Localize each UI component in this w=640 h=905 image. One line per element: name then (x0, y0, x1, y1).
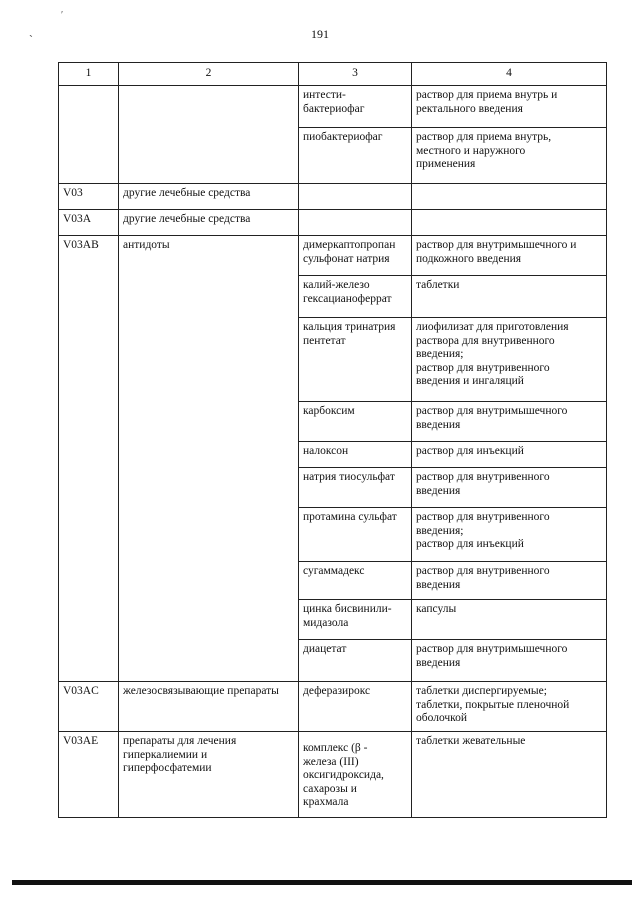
code-cell: V03AB (59, 236, 119, 682)
drug-table (58, 62, 607, 818)
drug-name-cell: комплекс (β - железа (III) оксигидроксида, сахарозы и крахмала (299, 732, 412, 818)
scan-mark: ′ (61, 10, 64, 21)
dosage-form-cell (412, 210, 607, 236)
dosage-form-cell (412, 184, 607, 210)
header-cell: 2 (119, 63, 299, 86)
drug-name-cell: кальция тринатрия пентетат (299, 318, 412, 402)
code-cell: V03AE (59, 732, 119, 818)
drug-name-cell: диацетат (299, 640, 412, 682)
dosage-form-cell: капсулы (412, 600, 607, 640)
drug-name-cell: налоксон (299, 442, 412, 468)
dosage-form-cell: раствор для инъекций (412, 442, 607, 468)
dosage-form-cell: раствор для внутривенного введения (412, 562, 607, 600)
dosage-form-cell: раствор для внутривенного введения; раствор для инъекций (412, 508, 607, 562)
header-cell: 4 (412, 63, 607, 86)
table-header-row (59, 63, 607, 86)
group-cell (119, 86, 299, 184)
code-cell (59, 86, 119, 184)
drug-name-cell: интести- бактериофаг (299, 86, 412, 128)
drug-name-cell: цинка бисвинили- мидазола (299, 600, 412, 640)
drug-name-cell: протамина сульфат (299, 508, 412, 562)
group-cell: препараты для лечения гиперкалиемии и гиперфосфатемии (119, 732, 299, 818)
group-cell: другие лечебные средства (119, 210, 299, 236)
drug-name-cell: деферазирокс (299, 682, 412, 732)
table-row (59, 236, 607, 276)
code-cell: V03 (59, 184, 119, 210)
drug-name-cell: натрия тиосульфат (299, 468, 412, 508)
drug-name-cell: пиобактериофаг (299, 128, 412, 184)
drug-name-cell (299, 184, 412, 210)
dosage-form-cell: раствор для внутримышечного введения (412, 640, 607, 682)
dosage-form-cell: таблетки жевательные (412, 732, 607, 818)
drug-name-cell (299, 210, 412, 236)
scan-mark: ˴ (29, 27, 33, 41)
table-row (59, 86, 607, 128)
table-row (59, 732, 607, 818)
code-cell: V03AC (59, 682, 119, 732)
table-row (59, 184, 607, 210)
group-cell: антидоты (119, 236, 299, 682)
dosage-form-cell: таблетки диспергируемые; таблетки, покрытые пленочной оболочкой (412, 682, 607, 732)
dosage-form-cell: раствор для приема внутрь и ректального введения (412, 86, 607, 128)
drug-name-cell: калий-железо гексацианоферрат (299, 276, 412, 318)
table-row (59, 210, 607, 236)
group-cell: железосвязывающие препараты (119, 682, 299, 732)
dosage-form-cell: раствор для внутривенного введения (412, 468, 607, 508)
group-cell: другие лечебные средства (119, 184, 299, 210)
code-cell: V03A (59, 210, 119, 236)
drug-name-cell: карбоксим (299, 402, 412, 442)
page-number: 191 (311, 27, 329, 41)
drug-name-cell: димеркаптопропан сульфонат натрия (299, 236, 412, 276)
dosage-form-cell: раствор для внутримышечного введения (412, 402, 607, 442)
footer-rule (12, 880, 632, 885)
table-row (59, 682, 607, 732)
dosage-form-cell: таблетки (412, 276, 607, 318)
dosage-form-cell: раствор для приема внутрь, местного и наружного применения (412, 128, 607, 184)
dosage-form-cell: лиофилизат для приготовления раствора для внутривенного введения; раствор для внутривенного введения и ингаляций (412, 318, 607, 402)
header-cell: 3 (299, 63, 412, 86)
dosage-form-cell: раствор для внутримышечного и подкожного введения (412, 236, 607, 276)
drug-name-cell: сугаммадекс (299, 562, 412, 600)
header-cell: 1 (59, 63, 119, 86)
